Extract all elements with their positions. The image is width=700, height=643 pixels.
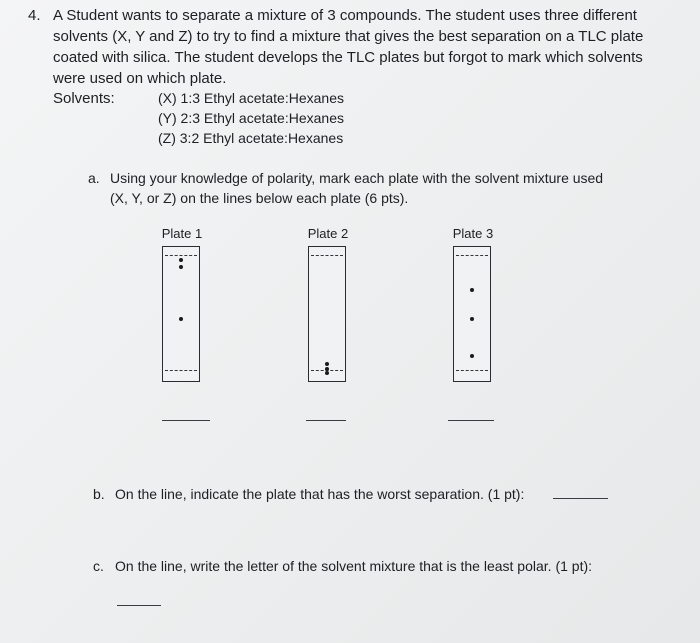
question-line-4: were used on which plate. — [53, 70, 227, 87]
plate-3-solvent-front — [456, 255, 488, 256]
plate-2-tlc — [308, 246, 346, 382]
plate-3-spot-3 — [470, 354, 474, 358]
plate-2-spot-3 — [325, 371, 329, 375]
question-line-2: solvents (X, Y and Z) to try to find a mixture that gives the best separation on a TLC plate — [53, 28, 644, 45]
plate-1-spot-1 — [179, 258, 183, 262]
plate-3-spot-2 — [470, 317, 474, 321]
plate-2-solvent-front — [311, 255, 343, 256]
solvent-z: (Z) 3:2 Ethyl acetate:Hexanes — [158, 130, 344, 146]
solvent-x: (X) 1:3 Ethyl acetate:Hexanes — [158, 90, 344, 106]
plate-2-answer-line[interactable] — [306, 420, 346, 421]
plate-1-solvent-front — [165, 255, 197, 256]
question-number: 4. — [28, 7, 41, 24]
part-b-letter: b. — [93, 486, 105, 502]
plate-2-spot-1 — [325, 362, 329, 366]
part-a-line-2: (X, Y, or Z) on the lines below each plate (6 pts). — [110, 190, 409, 206]
plate-2-spot-2 — [325, 367, 329, 371]
question-line-1: A Student wants to separate a mixture of 3 compounds. The student uses three different — [53, 7, 637, 24]
plate-1-answer-line[interactable] — [162, 420, 210, 421]
part-c-text: On the line, write the letter of the solvent mixture that is the least polar. (1 pt): — [115, 558, 593, 574]
solvent-y: (Y) 2:3 Ethyl acetate:Hexanes — [158, 110, 344, 126]
plate-1-tlc — [162, 246, 200, 382]
part-b-answer-line[interactable] — [553, 498, 608, 499]
plate-3-baseline — [456, 370, 488, 371]
part-c-letter: c. — [93, 558, 104, 574]
part-a-line-1: Using your knowledge of polarity, mark each plate with the solvent mixture used — [110, 170, 604, 186]
plate-3-spot-1 — [470, 288, 474, 292]
plate-2-label: Plate 2 — [307, 226, 349, 241]
plate-1-spot-3 — [179, 317, 183, 321]
question-line-3: coated with silica. The student develops the TLC plates but forgot to mark which solvents — [53, 49, 643, 66]
solvents-label: Solvents: — [53, 90, 115, 107]
plate-1-label: Plate 1 — [161, 226, 203, 241]
plate-1-baseline — [165, 370, 197, 371]
plate-1-spot-2 — [179, 265, 183, 269]
plate-3-answer-line[interactable] — [448, 420, 494, 421]
part-b-text: On the line, indicate the plate that has the worst separation. (1 pt): — [115, 486, 525, 502]
plate-3-tlc — [453, 246, 491, 382]
part-c-answer-line[interactable] — [117, 605, 161, 606]
part-a-letter: a. — [88, 170, 100, 186]
plate-3-label: Plate 3 — [452, 226, 494, 241]
